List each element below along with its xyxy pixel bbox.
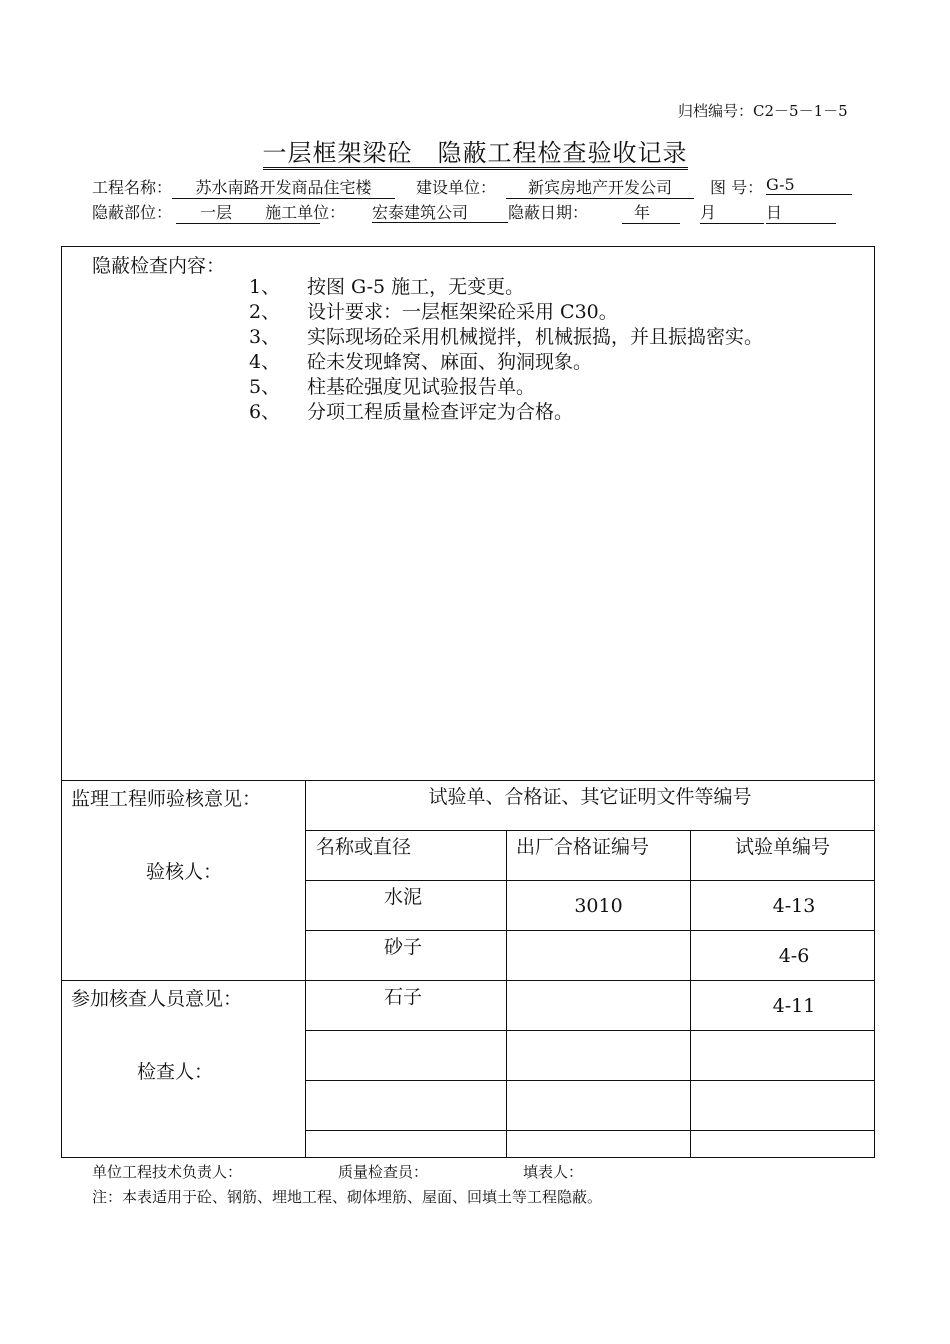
inspection-content-label: 隐蔽检查内容：: [92, 255, 226, 277]
divider-col-header: [305, 880, 874, 881]
month-label: 月: [700, 203, 717, 222]
archive-number: 归档编号：C2－5－1－5: [678, 102, 848, 120]
vline-left-section: [305, 780, 306, 1157]
vline-col-3: [690, 830, 691, 1157]
year-field: [622, 200, 680, 224]
item-number: 1、: [249, 276, 281, 298]
item-number: 5、: [249, 376, 281, 398]
hidden-date-label: 隐蔽日期：: [508, 203, 589, 222]
tech-lead-label: 单位工程技术负责人：: [92, 1163, 243, 1181]
item-text: 实际现场砼采用机械搅拌，机械振捣，并且振捣密实。: [307, 326, 764, 348]
item-number: 3、: [249, 326, 281, 348]
material-name: 砂子: [384, 936, 423, 958]
supervisor-signer-label: 验核人：: [146, 861, 223, 883]
participants-signer-label: 检查人：: [137, 1061, 214, 1083]
divider-row-2: [61, 980, 874, 981]
item-text: 设计要求：一层框架梁砼采用 C30。: [307, 301, 618, 323]
material-test: 4-13: [772, 895, 816, 917]
hidden-part-underline: [176, 200, 346, 224]
divider-materials-header: [305, 830, 874, 831]
form-note: 注：本表适用于砼、钢筋、埋地工程、砌体埋筋、屋面、回填土等工程隐蔽。: [92, 1188, 603, 1206]
divider-row-5: [305, 1130, 874, 1131]
item-text: 砼未发现蜂窝、麻面、狗洞现象。: [307, 351, 593, 373]
item-number: 6、: [249, 401, 281, 423]
contractor-label: 施工单位：: [265, 203, 346, 222]
supervisor-opinion-label: 监理工程师验核意见：: [71, 788, 262, 810]
vline-col-2: [506, 830, 507, 1157]
drawing-label: 图 号：: [710, 178, 764, 197]
material-test: 4-6: [778, 945, 810, 967]
item-text: 按图 G-5 施工，无变更。: [307, 276, 525, 298]
item-number: 4、: [249, 351, 281, 373]
material-cert: 3010: [574, 895, 623, 917]
drawing-value: G-5: [766, 175, 852, 195]
form-filler-label: 填表人：: [523, 1163, 584, 1181]
day-label: 日: [766, 203, 783, 222]
item-number: 2、: [249, 301, 281, 323]
col-header-cert: 出厂合格证编号: [516, 836, 650, 858]
item-text: 分项工程质量检查评定为合格。: [307, 401, 574, 423]
project-name-value: 苏水南路开发商品住宅楼: [172, 175, 395, 199]
hidden-part-value: 一层: [200, 203, 233, 222]
material-name: 石子: [384, 986, 423, 1008]
material-test: 4-11: [772, 995, 816, 1017]
col-header-name: 名称或直径: [316, 836, 412, 858]
day-field: [766, 200, 836, 224]
month-field: [700, 200, 764, 224]
divider-row-3: [305, 1030, 874, 1031]
participants-opinion-label: 参加核查人员意见：: [71, 988, 243, 1010]
divider-row-1: [305, 930, 874, 931]
page-title: [0, 133, 950, 168]
col-header-test: 试验单编号: [734, 836, 830, 858]
divider-content-bottom: [61, 780, 874, 781]
material-name: 水泥: [384, 886, 423, 908]
quality-inspector-label: 质量检查员：: [338, 1163, 429, 1181]
title-text: 一层框架梁砼 隐蔽工程检查验收记录: [263, 139, 688, 170]
hidden-part-label: 隐蔽部位：: [92, 203, 173, 222]
divider-row-4: [305, 1080, 874, 1081]
project-name-label: 工程名称：: [92, 178, 173, 197]
item-text: 柱基砼强度见试验报告单。: [307, 376, 536, 398]
contractor-value: 宏泰建筑公司: [372, 203, 508, 223]
builder-label: 建设单位：: [416, 178, 497, 197]
contractor-value-prefix: [372, 200, 508, 223]
year-label: 年: [634, 203, 651, 222]
builder-value: 新宾房地产开发公司: [506, 175, 694, 199]
materials-header: 试验单、合格证、其它证明文件等编号: [428, 786, 752, 808]
